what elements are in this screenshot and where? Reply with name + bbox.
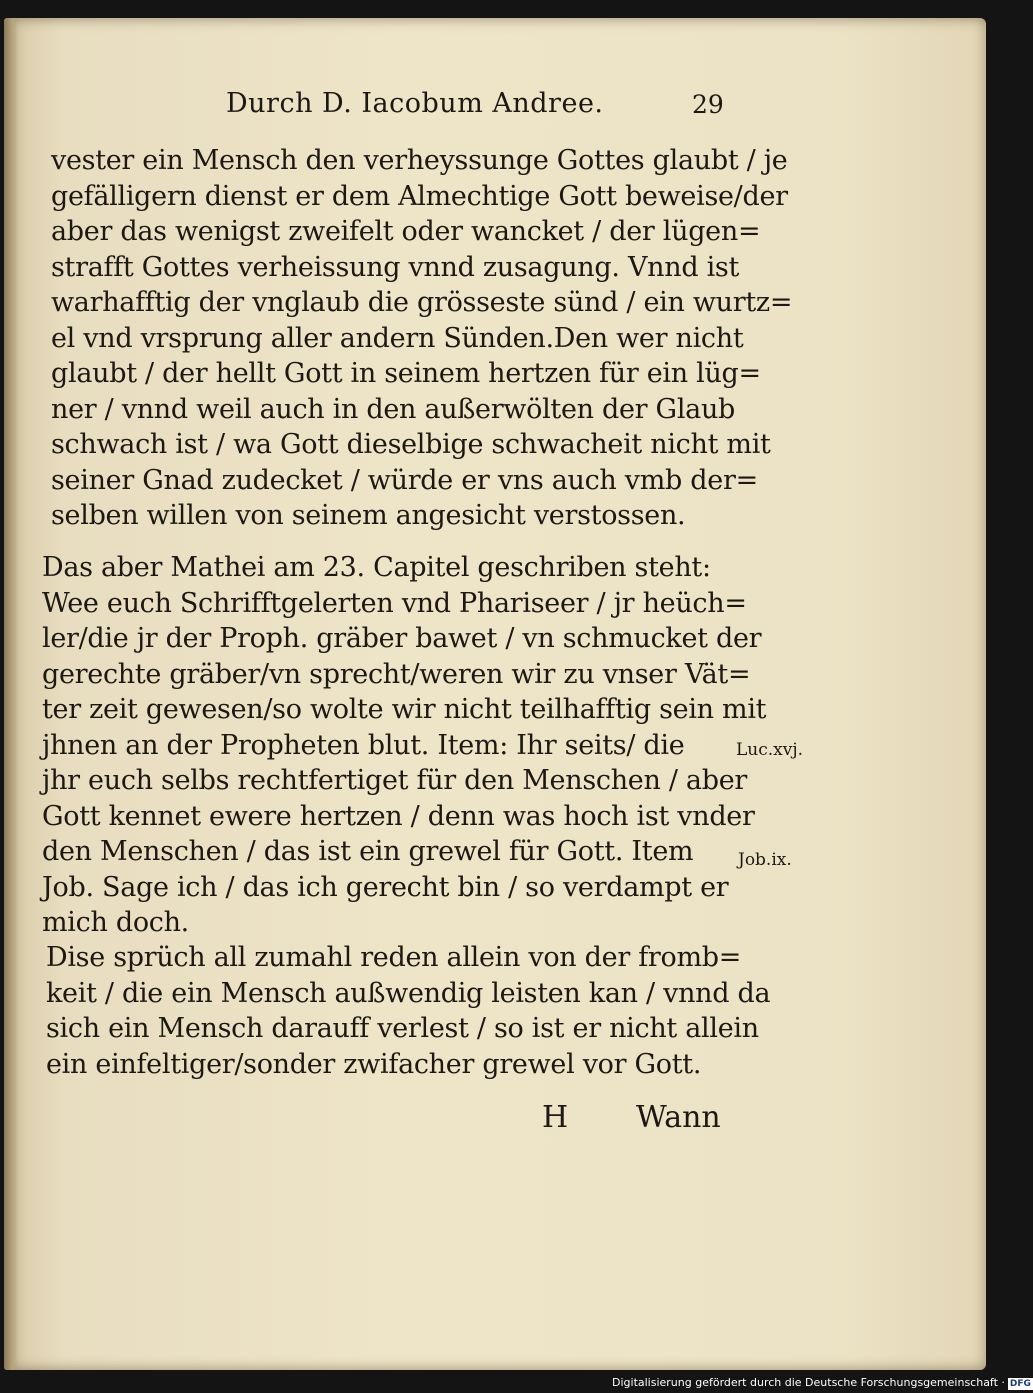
credit-text: Digitalisierung gefördert durch die Deutsche Forschungsgemeinschaft ·: [612, 1376, 1005, 1389]
text-line: schwach ist / wa Gott dieselbige schwacheit nicht mit: [51, 429, 771, 460]
text-line: sich ein Mensch darauff verlest / so ist er nicht allein: [46, 1013, 759, 1044]
signature-mark: H: [542, 1100, 569, 1135]
text-line: Wee euch Schrifftgelerten vnd Phariseer / jr heüch=: [42, 587, 747, 619]
text-line: keit / die ein Mensch außwendig leisten kan / vnnd da: [46, 977, 771, 1009]
text-line: el vnd vrsprung aller andern Sünden.Den wer nicht: [51, 322, 744, 354]
text-line: ein einfeltiger/sonder zwifacher grewel vor Gott.: [46, 1048, 702, 1080]
paragraph-3: [46, 940, 770, 1082]
text-line: den Menschen / das ist ein grewel für Gott. Item: [42, 836, 694, 867]
digitization-credit: [612, 1376, 1033, 1390]
text-line: jhnen an der Propheten blut. Item: Ihr seits/ die: [42, 729, 685, 761]
paragraph-1: [51, 143, 792, 534]
text-line: selben willen von seinem angesicht verstossen.: [51, 500, 686, 531]
text-line: vester ein Mensch den verheyssunge Gottes glaubt / je: [51, 145, 788, 176]
text-line: glaubt / der hellt Gott in seinem hertzen für ein lüg=: [51, 358, 761, 389]
text-line: ter zeit gewesen/so wolte wir nicht teilhafftig sein mit: [42, 694, 767, 725]
text-line: Dise sprüch all zumahl reden allein von der fromb=: [46, 942, 742, 973]
text-line: Gott kennet ewere hertzen / denn was hoch ist vnder: [42, 800, 755, 832]
text-line: Das aber Mathei am 23. Capitel geschriben steht:: [42, 552, 711, 583]
margin-note-job: Job.ix.: [738, 850, 792, 870]
dfg-logo: DFG: [1009, 1379, 1031, 1389]
text-line: aber das wenigst zweifelt oder wancket / der lügen=: [51, 216, 761, 247]
page-number: 29: [692, 90, 724, 119]
text-line: warhafftig der vnglaub die grösseste sünd / ein wurtz=: [51, 287, 793, 318]
text-line: Job. Sage ich / das ich gerecht bin / so verdampt er: [42, 871, 729, 903]
text-line: gerechte gräber/vn sprecht/weren wir zu vnser Vät=: [42, 658, 751, 690]
text-line: mich doch.: [42, 907, 189, 938]
running-title: Durch D. Iacobum Andree.: [226, 88, 604, 119]
page-binding-shadow: [4, 18, 18, 1370]
margin-note-luke: Luc.xvj.: [736, 740, 804, 760]
text-line: ner / vnnd weil auch in den außerwölten der Glaub: [51, 393, 736, 425]
paragraph-2: [42, 550, 766, 941]
text-line: strafft Gottes verheissung vnnd zusagung. Vnnd ist: [51, 251, 740, 283]
catchword: Wann: [636, 1100, 721, 1135]
text-line: gefälligern dienst er dem Almechtige Gott beweise/der: [51, 180, 788, 212]
text-line: jhr euch selbs rechtfertiget für den Menschen / aber: [42, 765, 747, 796]
text-line: ler/die jr der Proph. gräber bawet / vn schmucket der: [42, 623, 762, 654]
text-line: seiner Gnad zudecket / würde er vns auch vmb der=: [51, 464, 758, 496]
book-page: [4, 18, 986, 1370]
